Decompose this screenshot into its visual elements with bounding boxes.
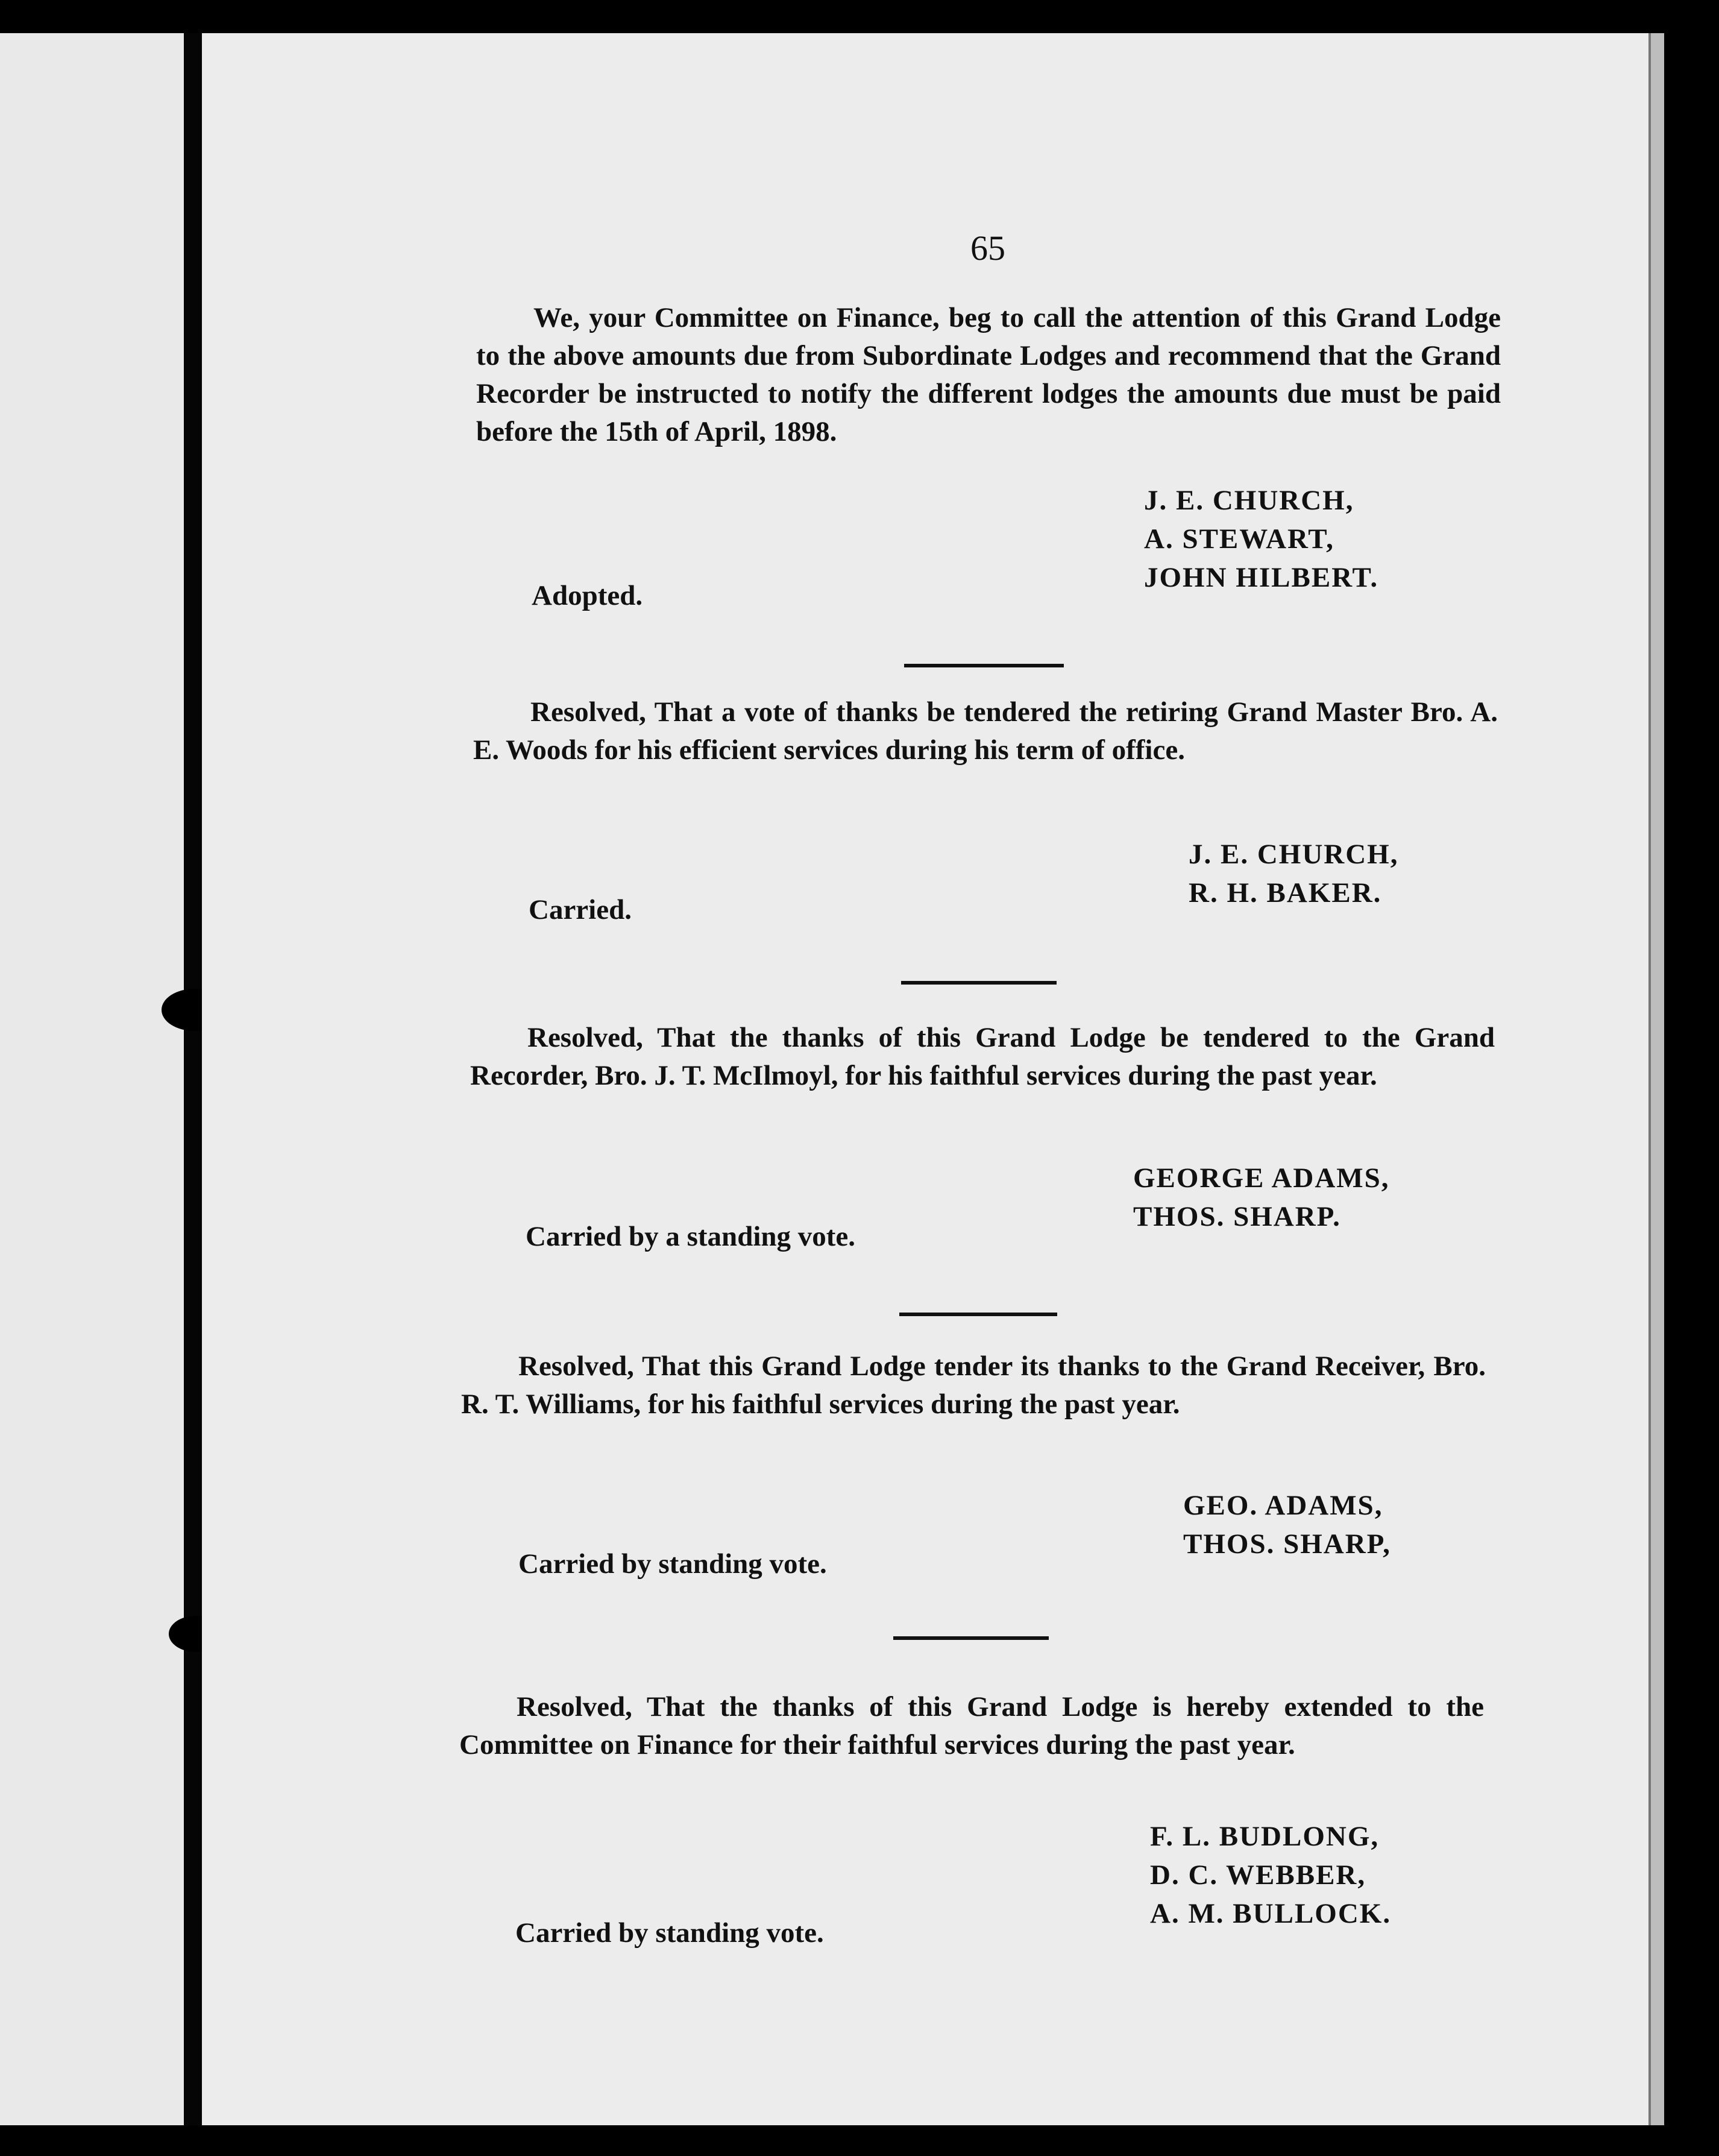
section-3-signatories bbox=[1133, 1159, 1390, 1236]
section-5-paragraph: Resolved, That the thanks of this Grand Lodge is hereby extended to the Committee on Finance for their faithful services during the past year. bbox=[459, 1691, 1484, 1760]
section-2-paragraph: Resolved, That a vote of thanks be tendered the retiring Grand Master Bro. A. E. Woods for his efficient services during his term of office. bbox=[473, 696, 1498, 766]
right-page-edge bbox=[1648, 33, 1664, 2125]
section-1-signatories bbox=[1144, 481, 1378, 597]
signatory-name: R. H. BAKER. bbox=[1189, 877, 1382, 909]
section-4-outcome: Carried by standing vote. bbox=[518, 1548, 827, 1580]
signatory-name: A. M. BULLOCK. bbox=[1150, 1898, 1392, 1929]
left-page-edge bbox=[0, 33, 184, 2125]
section-5-signatories bbox=[1150, 1817, 1391, 1933]
signatory-name: J. E. CHURCH, bbox=[1144, 485, 1354, 516]
signatory-name: THOS. SHARP. bbox=[1133, 1201, 1341, 1232]
signatory-name: THOS. SHARP, bbox=[1183, 1528, 1391, 1560]
section-4-signatories bbox=[1183, 1486, 1391, 1563]
section-1-paragraph: We, your Committee on Finance, beg to call the attention of this Grand Lodge to the above amounts due from Subordinate Lodges and recommend that the Grand Recorder be instructed to notify the different lodges the amounts due must be paid before the 15th of April, 1898. bbox=[476, 302, 1501, 447]
book-gutter bbox=[184, 33, 202, 2125]
section-divider bbox=[904, 664, 1064, 667]
signatory-name: JOHN HILBERT. bbox=[1144, 562, 1379, 593]
signatory-name: A. STEWART, bbox=[1144, 523, 1334, 555]
section-2-outcome: Carried. bbox=[529, 894, 632, 925]
section-3-paragraph: Resolved, That the thanks of this Grand Lodge be tendered to the Grand Recorder, Bro. J. T. McIlmoyl, for his faithful services during the past year. bbox=[470, 1022, 1495, 1091]
signatory-name: J. E. CHURCH, bbox=[1189, 839, 1399, 870]
section-divider bbox=[899, 1313, 1057, 1316]
signatory-name: D. C. WEBBER, bbox=[1150, 1859, 1366, 1891]
signatory-name: GEORGE ADAMS, bbox=[1133, 1162, 1390, 1194]
section-3-outcome: Carried by a standing vote. bbox=[526, 1221, 856, 1252]
signatory-name: GEO. ADAMS, bbox=[1183, 1490, 1383, 1521]
section-divider bbox=[901, 981, 1057, 985]
section-5-outcome: Carried by standing vote. bbox=[515, 1917, 824, 1949]
section-1-outcome: Adopted. bbox=[532, 580, 643, 611]
section-4-paragraph: Resolved, That this Grand Lodge tender its thanks to the Grand Receiver, Bro. R. T. Williams, for his faithful services during the past year. bbox=[461, 1351, 1486, 1420]
signatory-name: F. L. BUDLONG, bbox=[1150, 1821, 1380, 1852]
section-divider bbox=[893, 1636, 1049, 1640]
section-2-signatories bbox=[1189, 835, 1398, 912]
page-number: 65 bbox=[970, 229, 1005, 268]
